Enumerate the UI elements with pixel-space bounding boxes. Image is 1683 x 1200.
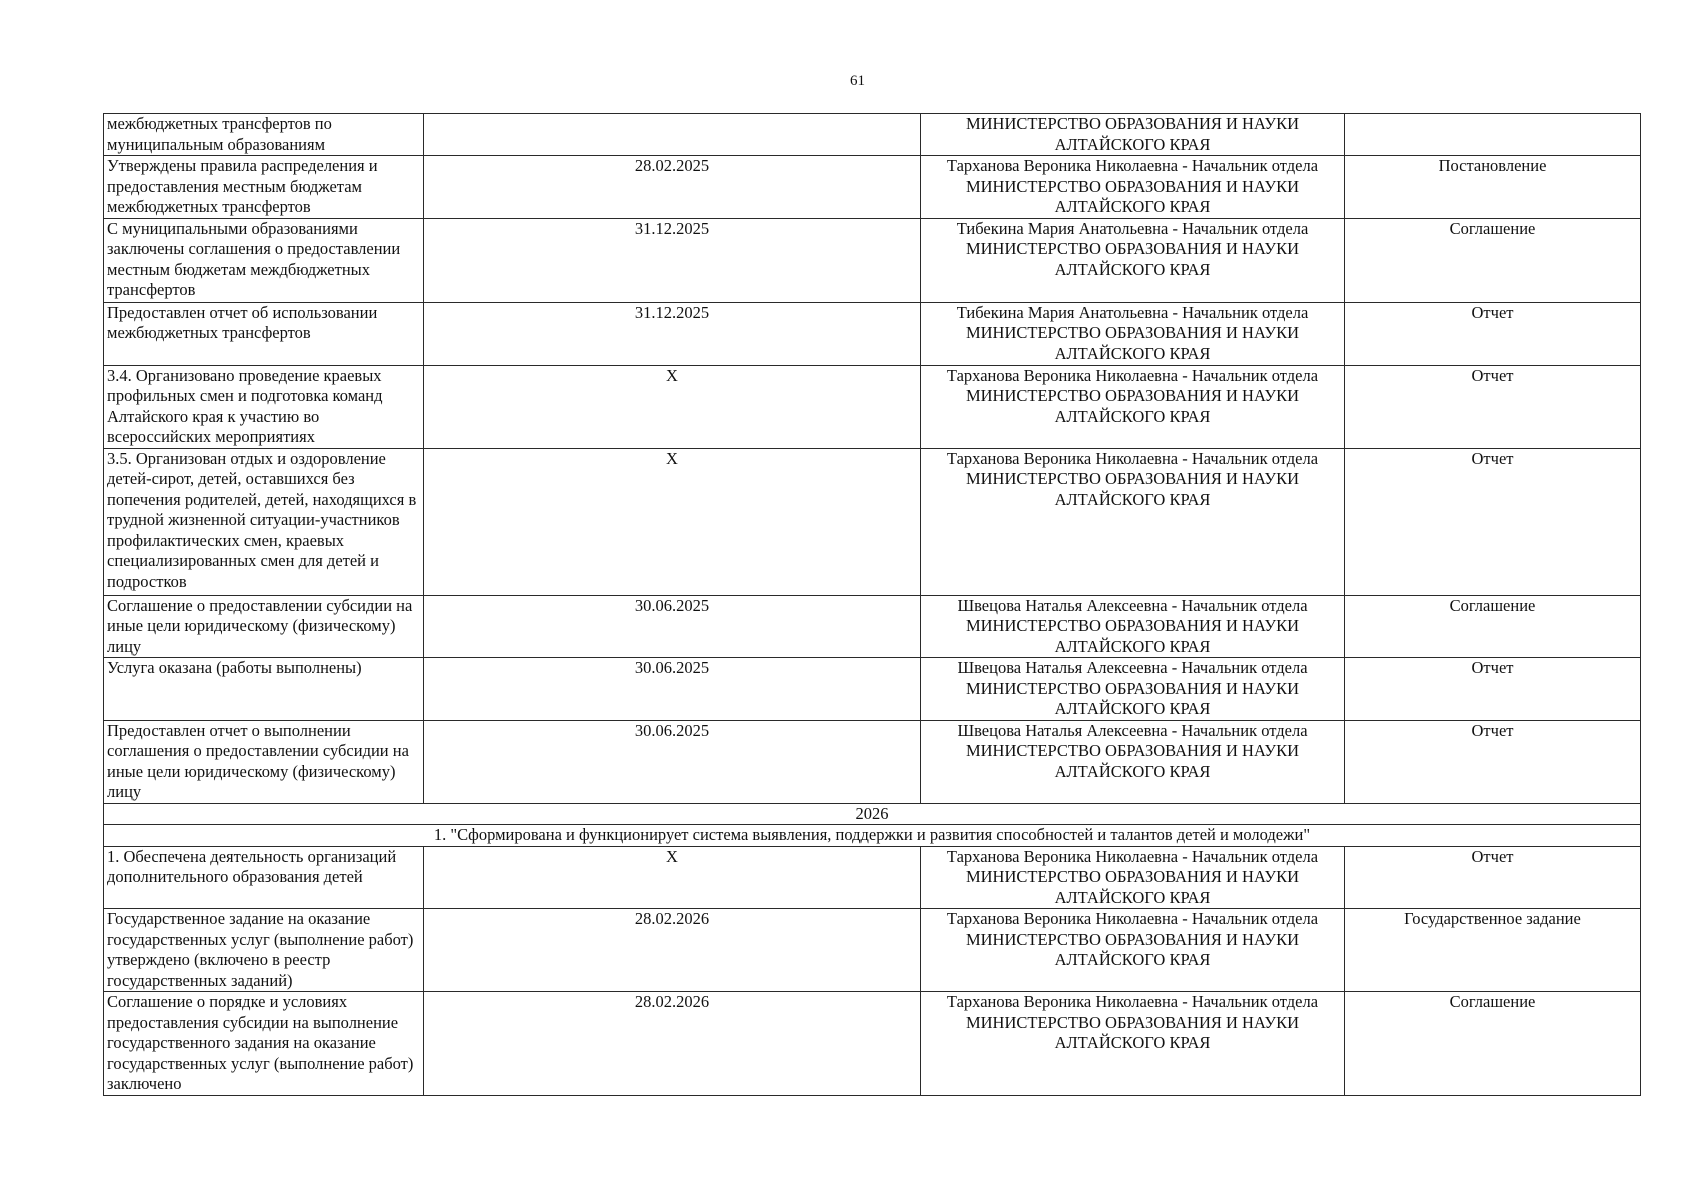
document-cell: Соглашение	[1345, 218, 1641, 302]
result-cell: 1. Обеспечена деятельность организаций дополнительного образования детей	[104, 846, 424, 909]
document-cell: Постановление	[1345, 156, 1641, 219]
responsible-organization: МИНИСТЕРСТВО ОБРАЗОВАНИЯ И НАУКИ АЛТАЙСКОГО КРАЯ	[965, 114, 1300, 154]
table-row	[104, 302, 1641, 365]
responsible-cell	[921, 218, 1345, 302]
responsible-cell	[921, 992, 1345, 1096]
responsible-person: Тарханова Вероника Николаевна - Начальник отдела	[946, 909, 1319, 928]
table-row	[104, 992, 1641, 1096]
table-row	[104, 846, 1641, 909]
page-number: 61	[850, 73, 865, 89]
result-cell: Соглашение о предоставлении субсидии на иные цели юридическому (физическому) лицу	[104, 595, 424, 658]
table-row	[104, 448, 1641, 595]
responsible-person: Тарханова Вероника Николаевна - Начальник отдела	[946, 846, 1319, 866]
responsible-cell	[921, 595, 1345, 658]
result-cell: 3.4. Организовано проведение краевых профильных смен и подготовка команд Алтайского края к участию во всероссийских мероприятиях	[104, 365, 424, 448]
result-cell: Соглашение о порядке и условиях предоставления субсидии на выполнение государственного задания на оказание государственных услуг (выполнение работ) заключено	[104, 992, 424, 1096]
responsible-cell	[921, 846, 1345, 909]
date-cell	[424, 114, 921, 156]
date-cell: 30.06.2025	[424, 658, 921, 721]
result-cell: Государственное задание на оказание государственных услуг (выполнение работ) утверждено (включено в реестр государственных заданий)	[104, 909, 424, 992]
document-cell	[1345, 114, 1641, 156]
table-row	[104, 909, 1641, 992]
responsible-cell	[921, 302, 1345, 365]
section-heading: 1. "Сформирована и функционирует система выявления, поддержки и развития способностей и талантов детей и молодежи"	[104, 825, 1641, 847]
responsible-organization: МИНИСТЕРСТВО ОБРАЗОВАНИЯ И НАУКИ АЛТАЙСКОГО КРАЯ	[965, 867, 1300, 907]
date-cell: X	[424, 448, 921, 595]
responsible-organization: МИНИСТЕРСТВО ОБРАЗОВАНИЯ И НАУКИ АЛТАЙСКОГО КРАЯ	[965, 323, 1300, 363]
table-row	[104, 218, 1641, 302]
table-row	[104, 365, 1641, 448]
responsible-organization: МИНИСТЕРСТВО ОБРАЗОВАНИЯ И НАУКИ АЛТАЙСКОГО КРАЯ	[965, 929, 1300, 969]
responsible-person: Тибекина Мария Анатольевна - Начальник отдела	[956, 302, 1309, 322]
responsible-person: Тарханова Вероника Николаевна - Начальник отдела	[946, 365, 1319, 385]
responsible-cell	[921, 658, 1345, 721]
responsible-organization: МИНИСТЕРСТВО ОБРАЗОВАНИЯ И НАУКИ АЛТАЙСКОГО КРАЯ	[965, 239, 1300, 279]
result-cell: 3.5. Организован отдых и оздоровление детей-сирот, детей, оставшихся без попечения родителей, детей, находящихся в трудной жизненной ситуации-участников профилактических смен, краевых специализированных смен для детей и подростков	[104, 448, 424, 595]
responsible-organization: МИНИСТЕРСТВО ОБРАЗОВАНИЯ И НАУКИ АЛТАЙСКОГО КРАЯ	[965, 386, 1300, 426]
date-cell: 30.06.2025	[424, 720, 921, 803]
document-cell: Государственное задание	[1345, 909, 1641, 992]
document-cell: Соглашение	[1345, 595, 1641, 658]
table-row	[104, 658, 1641, 721]
responsible-organization: МИНИСТЕРСТВО ОБРАЗОВАНИЯ И НАУКИ АЛТАЙСКОГО КРАЯ	[965, 616, 1300, 656]
table-row	[104, 595, 1641, 658]
document-cell: Соглашение	[1345, 992, 1641, 1096]
year-row	[104, 803, 1641, 825]
date-cell: 31.12.2025	[424, 302, 921, 365]
document-cell: Отчет	[1345, 658, 1641, 721]
year-heading: 2026	[104, 803, 1641, 825]
responsible-organization: МИНИСТЕРСТВО ОБРАЗОВАНИЯ И НАУКИ АЛТАЙСКОГО КРАЯ	[965, 1012, 1300, 1052]
responsible-cell	[921, 156, 1345, 219]
responsible-person: Тибекина Мария Анатольевна - Начальник отдела	[956, 218, 1309, 238]
result-cell: С муниципальными образованиями заключены соглашения о предоставлении местным бюджетам междбюджетных трансфертов	[104, 218, 424, 302]
date-cell: 28.02.2025	[424, 156, 921, 219]
document-cell: Отчет	[1345, 846, 1641, 909]
date-cell: 30.06.2025	[424, 595, 921, 658]
plan-table	[103, 113, 1641, 1096]
date-cell: 31.12.2025	[424, 218, 921, 302]
responsible-person: Швецова Наталья Алексеевна - Начальник отдела	[957, 658, 1308, 677]
table-row	[104, 720, 1641, 803]
document-cell: Отчет	[1345, 448, 1641, 595]
date-cell: 28.02.2026	[424, 909, 921, 992]
result-cell: межбюджетных трансфертов по муниципальным образованиям	[104, 114, 424, 156]
date-cell: X	[424, 846, 921, 909]
responsible-cell	[921, 365, 1345, 448]
responsible-organization: МИНИСТЕРСТВО ОБРАЗОВАНИЯ И НАУКИ АЛТАЙСКОГО КРАЯ	[965, 741, 1300, 781]
result-cell: Предоставлен отчет об использовании межбюджетных трансфертов	[104, 302, 424, 365]
responsible-cell	[921, 448, 1345, 595]
table-row	[104, 156, 1641, 219]
responsible-person: Тарханова Вероника Николаевна - Начальник отдела	[946, 992, 1319, 1011]
responsible-cell	[921, 909, 1345, 992]
responsible-cell	[921, 114, 1345, 156]
date-cell: X	[424, 365, 921, 448]
responsible-cell	[921, 720, 1345, 803]
responsible-person: Швецова Наталья Алексеевна - Начальник отдела	[957, 595, 1308, 615]
document-cell: Отчет	[1345, 365, 1641, 448]
responsible-person: Швецова Наталья Алексеевна - Начальник отдела	[957, 720, 1308, 740]
document-cell: Отчет	[1345, 720, 1641, 803]
responsible-person: Тарханова Вероника Николаевна - Начальник отдела	[946, 448, 1319, 468]
result-cell: Утверждены правила распределения и предоставления местным бюджетам межбюджетных трансфертов	[104, 156, 424, 219]
section-row	[104, 825, 1641, 847]
table-row	[104, 114, 1641, 156]
result-cell: Услуга оказана (работы выполнены)	[104, 658, 424, 721]
responsible-person: Тарханова Вероника Николаевна - Начальник отдела	[946, 156, 1319, 175]
result-cell: Предоставлен отчет о выполнении соглашения о предоставлении субсидии на иные цели юридическому (физическому) лицу	[104, 720, 424, 803]
document-cell: Отчет	[1345, 302, 1641, 365]
responsible-organization: МИНИСТЕРСТВО ОБРАЗОВАНИЯ И НАУКИ АЛТАЙСКОГО КРАЯ	[965, 469, 1300, 509]
responsible-organization: МИНИСТЕРСТВО ОБРАЗОВАНИЯ И НАУКИ АЛТАЙСКОГО КРАЯ	[965, 678, 1300, 718]
responsible-organization: МИНИСТЕРСТВО ОБРАЗОВАНИЯ И НАУКИ АЛТАЙСКОГО КРАЯ	[965, 176, 1300, 216]
date-cell: 28.02.2026	[424, 992, 921, 1096]
